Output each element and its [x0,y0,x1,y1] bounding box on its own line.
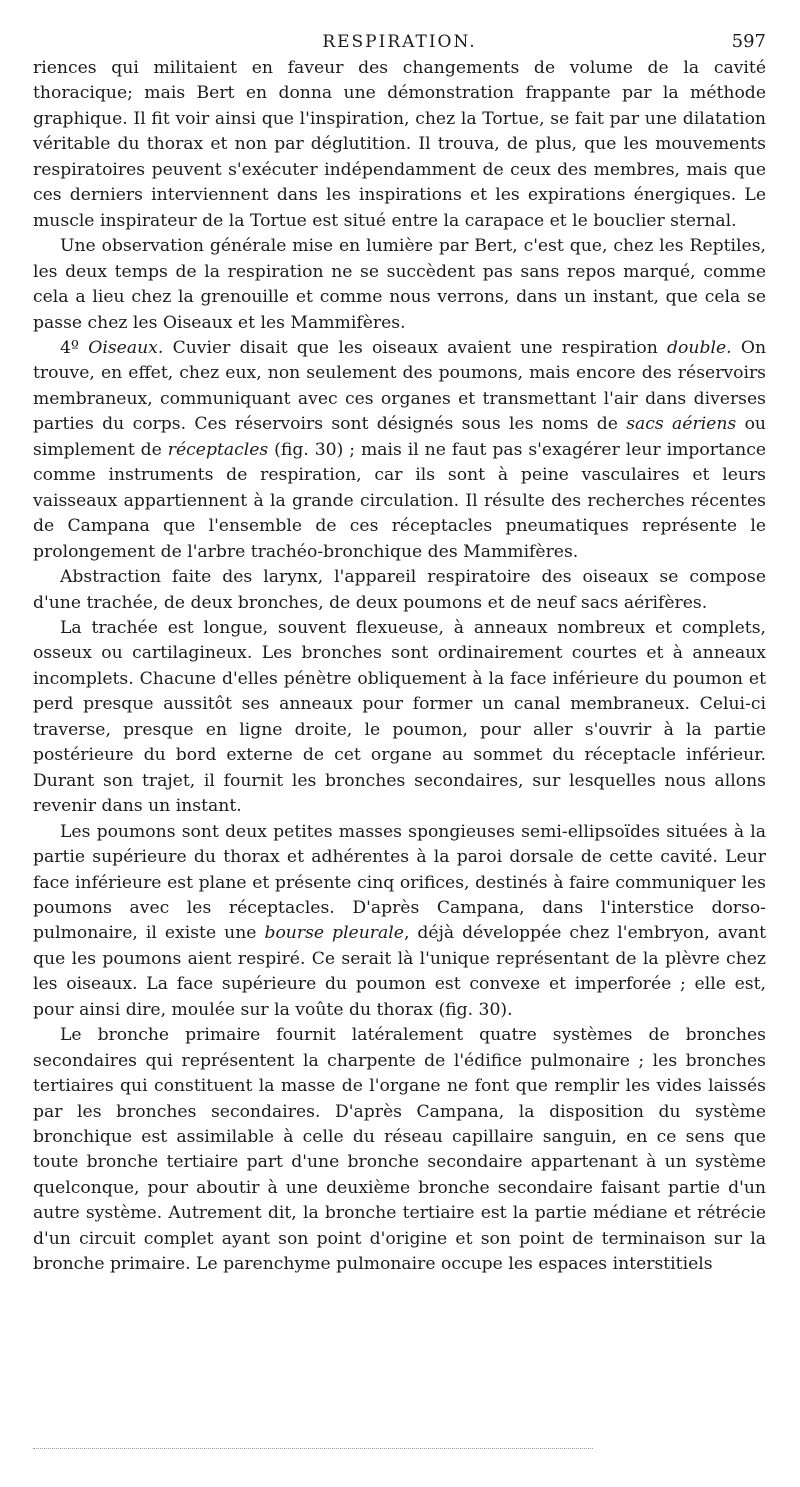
paragraph-text: La trachée est longue, souvent flexueuse, à anneaux nombreux et complets, osseux ou cartilagineux. Les bronches sont ordinairement courtes et à anneaux incomplets. Chacune d'elles pénètre obliquement à la face inférieure du poumon et perd presque aussitôt ses anneaux pour former un canal membraneux. Celui-ci traverse, presque en ligne droite, le poumon, pour aller s'ouvrir à la partie postérieure du bord externe de cet organe au sommet du réceptacle inférieur. Durant son trajet, il fournit les bronches secondaires, sur lesquelles nous allons revenir dans un instant. [33,617,766,817]
page-number: 597 [731,31,766,52]
italic-term: sacs aériens [626,414,737,435]
paragraph-text: On trouve, en effet, chez eux, non seulement des poumons, mais encore des réservoirs membraneux, communiquant avec ces organes et transmettant l'air dans diverses parties du corps. Ces réservoirs sont désignés sous les noms de [33,337,767,435]
paragraph-text: riences qui militaient en faveur des changements de volume de la cavité thoracique; mais Bert en donna une démonstration frappante par la méthode graphique. Il fit voir ainsi que l'inspiration, chez la Tortue, se fait par une dilatation véritable du thorax et non par déglutition. Il trouva, de plus, que les mouvements respiratoires peuvent s'exécuter indépendamment de ceux des membres, mais que ces derniers interviennent dans les inspirations et les expirations énergiques. Le muscle inspirateur de la Tortue est situé entre la carapace et le bouclier sternal. [33,58,766,231]
paragraph-text: Abstraction faite des larynx, l'appareil respiratoire des oiseaux se compose d'une trachée, de deux bronches, de deux poumons et de neuf sacs aérifères. [33,567,766,613]
page-bottom-rule [33,1448,593,1449]
paragraph-oiseaux [33,336,766,565]
paragraph-bronche-primaire [33,1023,766,1278]
paragraph-trachee [33,616,766,820]
italic-term: réceptacles [167,439,269,460]
paragraph-appareil-respiratoire [33,565,766,616]
running-title: RESPIRATION. [322,32,477,52]
body-text [33,56,766,1278]
paragraph-text: Les poumons sont deux petites masses spongieuses semi-ellipsoïdes situées à la partie supérieure du thorax et adhérentes à la paroi dorsale de cette cavité. Leur face inférieure est plane et présente cinq orifices, destinés à faire communiquer les poumons avec les réceptacles. D'après Campana, dans l'interstice dorso-pulmonaire, il existe une [33,821,766,944]
paragraph-text: , déjà développée chez l'embryon, avant que les poumons aient respiré. Ce serait là l'unique représentant de la plèvre chez les oiseaux. La face supérieure du poumon est convexe et imperforée ; elle est, pour ainsi dire, moulée sur la voûte du thorax (fig. 30). [33,923,766,1020]
paragraph-reptiles-observation [33,234,766,336]
paragraph-text: (fig. 30) ; mais il ne faut pas s'exagérer leur importance comme instruments de respiration, car ils sont à peine vasculaires et leurs vaisseaux appartiennent à la grande circulation. Il résulte des recherches récentes de Campana que l'ensemble de ces réceptacles pneumatiques représente le prolongement de l'arbre trachéo-bronchique des Mammifères. [33,439,766,562]
paragraph-text: Une observation générale mise en lumière par Bert, c'est que, chez les Reptiles, les deux temps de la respiration ne se succèdent pas sans repos marqué, comme cela a lieu chez la grenouille et comme nous verrons, dans un instant, que cela se passe chez les Oiseaux et les Mammifères. [33,236,766,333]
paragraph-poumons [33,820,766,1024]
paragraph-text: Cuvier disait que les oiseaux avaient une respiration [163,337,668,358]
paragraph-text: ou simplement de [33,414,766,460]
section-number: 4º [60,337,89,358]
italic-term: double. [667,337,732,358]
running-head [33,0,766,56]
paragraph-tortue-respiration [33,56,766,234]
italic-term: bourse pleurale [264,923,404,944]
paragraph-text: Le bronche primaire fournit latéralement quatre systèmes de bronches secondaires qui représentent la charpente de l'édifice pulmonaire ; les bronches tertiaires qui constituent la masse de l'organe ne font que remplir les vides laissés par les bronches secondaires. D'après Campana, la disposition du système bronchique est assimilable à celle du réseau capillaire sanguin, en ce sens que toute bronche tertiaire part d'une bronche secondaire appartenant à un système quelconque, pour aboutir à une deuxième bronche secondaire faisant partie d'un autre système. Autrement dit, la bronche tertiaire est la partie médiane et rétrécie d'un circuit complet ayant son point d'origine et son point de terminaison sur la bronche primaire. Le parenchyme pulmonaire occupe les espaces interstitiels [33,1025,766,1275]
book-page [33,0,766,1487]
section-heading: Oiseaux. [88,337,164,358]
